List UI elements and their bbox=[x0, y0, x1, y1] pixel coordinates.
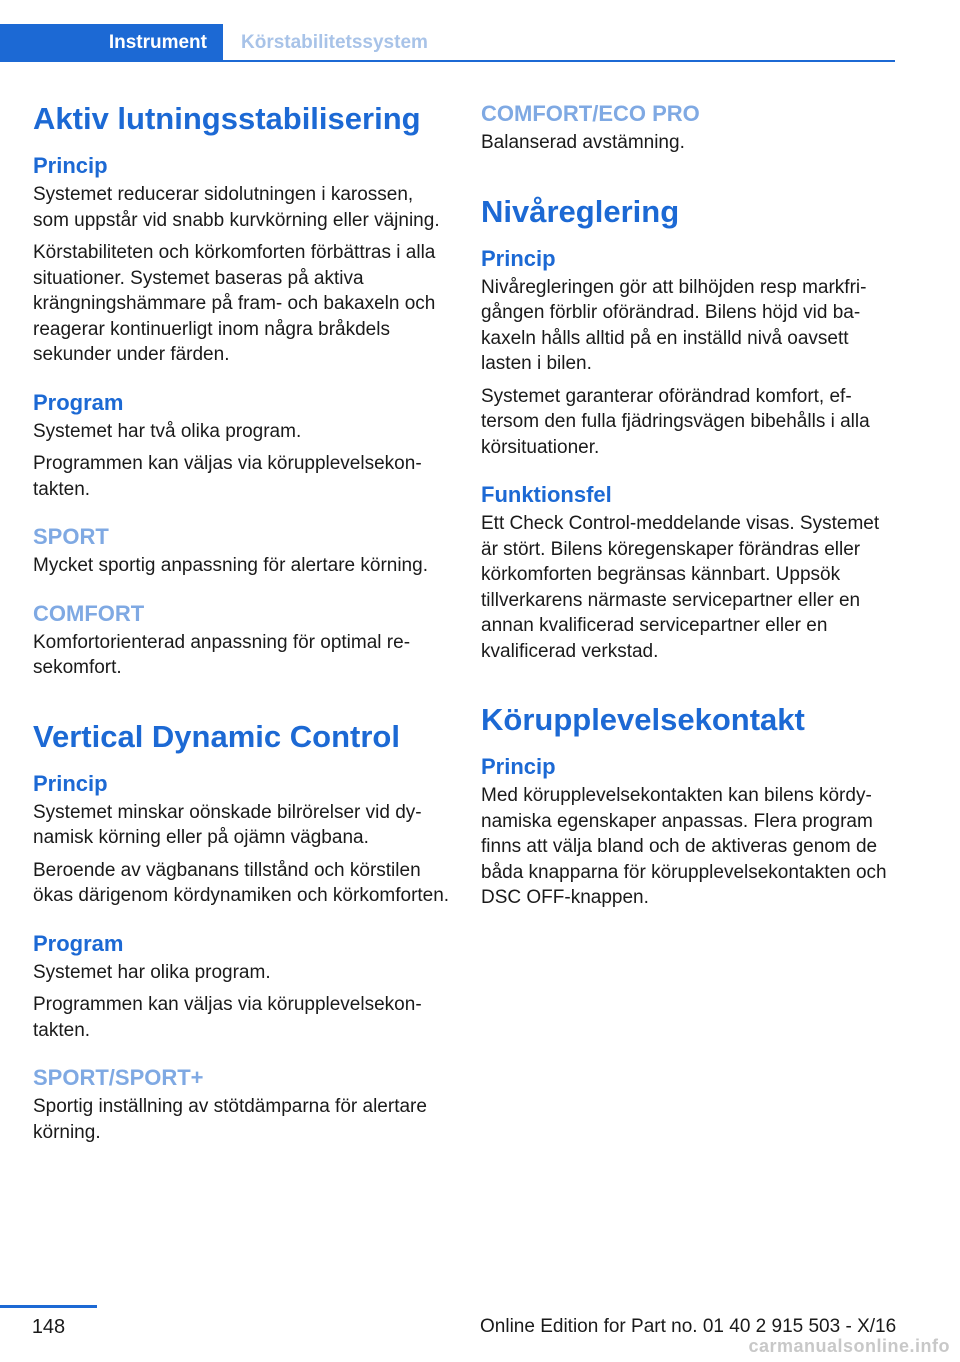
paragraph: Programmen kan väljas via körupplevelsekontakten. bbox=[33, 453, 422, 500]
paragraph: Sportig inställning av stötdämparna för alertare körning. bbox=[33, 1096, 427, 1143]
paragraph: Komfortorienterad anpassning för optimal resekomfort. bbox=[33, 631, 411, 678]
left-column bbox=[33, 100, 451, 1152]
section-title-nivareglering: Nivåreglering bbox=[481, 193, 680, 229]
section-title-aktiv-lutningsstabilisering: Aktiv lutningsstabilisering bbox=[33, 101, 421, 136]
paragraph: Beroende av vägbanans tillstånd och körstilen ökas därigenom kördynamiken och körkomforten. bbox=[33, 859, 450, 906]
header-underline bbox=[223, 60, 895, 62]
paragraph: Ett Check Control-meddelande visas. Systemet är stört. Bilens köregenskaper förändras eller körkomforten begränsas kännbart. Uppsök tillverkarens närmaste servicepartner eller en annan kvalificerad servicepartner eller en kvalificerad verkstad. bbox=[481, 513, 880, 662]
paragraph: Programmen kan väljas via körupplevelsekontakten. bbox=[33, 994, 422, 1041]
header-bar bbox=[0, 24, 895, 62]
heading-program: Program bbox=[33, 389, 124, 415]
right-column bbox=[481, 100, 899, 918]
edition-text: Online Edition for Part no. 01 40 2 915 503 - X/16 bbox=[480, 1316, 897, 1337]
heading-sport-sport-plus: SPORT/SPORT+ bbox=[33, 1065, 204, 1090]
paragraph: Körstabiliteten och körkomforten förbättras i alla situationer. Systemet baseras på aktiva krängningshämmare på fram- och bakaxeln och reagerar kontinuerligt inom några bråkdels sekunder under färden. bbox=[33, 242, 436, 365]
heading-comfort-eco-pro: COMFORT/ECO PRO bbox=[481, 101, 700, 126]
heading-princip: Princip bbox=[481, 245, 556, 271]
paragraph: Mycket sportig anpassning för alertare körning. bbox=[33, 555, 428, 576]
paragraph: Systemet har två olika program. bbox=[33, 420, 302, 442]
tab-korstabilitetssystem[interactable]: Körstabilitetssystem bbox=[241, 32, 428, 53]
section-title-korupplevelsekontakt: Körupplevelsekontakt bbox=[481, 702, 805, 737]
tab-instrument[interactable]: Instrument bbox=[0, 24, 223, 62]
paragraph: Balanserad avstämning. bbox=[481, 132, 685, 153]
page-number-bar bbox=[0, 1305, 97, 1308]
heading-funktionsfel: Funktionsfel bbox=[481, 482, 612, 507]
paragraph: Systemet minskar oönskade bilrörelser vid dynamisk körning eller på ojämn vägbana. bbox=[33, 801, 422, 848]
watermark: carmanualsonline.info bbox=[748, 1336, 950, 1356]
paragraph: Nivåregleringen gör att bilhöjden resp markfrigången förblir oförändrad. Bilens höjd vid bakaxeln hålls alltid på en inställd nivå oavsett lasten i bilen. bbox=[481, 276, 867, 374]
paragraph: Systemet garanterar oförändrad komfort, eftersom den fulla fjädringsvägen bibehålls i alla körsituationer. bbox=[481, 385, 870, 458]
heading-princip: Princip bbox=[481, 754, 556, 779]
heading-princip: Princip bbox=[33, 153, 108, 178]
heading-princip: Princip bbox=[33, 770, 108, 796]
heading-comfort: COMFORT bbox=[33, 600, 145, 626]
heading-sport: SPORT bbox=[33, 524, 109, 549]
paragraph: Med körupplevelsekontakten kan bilens kördynamiska egenskaper anpassas. Flera program finns att välja bland och de aktiveras genom de båda knapparna för körupplevelsekontakten och DSC OFF-knappen. bbox=[481, 785, 887, 908]
paragraph: Systemet reducerar sidolutningen i karossen, som uppstår vid snabb kurvkörning eller väjning. bbox=[33, 184, 440, 231]
section-title-vertical-dynamic-control: Vertical Dynamic Control bbox=[33, 718, 400, 754]
heading-program: Program bbox=[33, 930, 124, 956]
page-number: 148 bbox=[31, 1316, 66, 1338]
paragraph: Systemet har olika program. bbox=[33, 961, 271, 983]
